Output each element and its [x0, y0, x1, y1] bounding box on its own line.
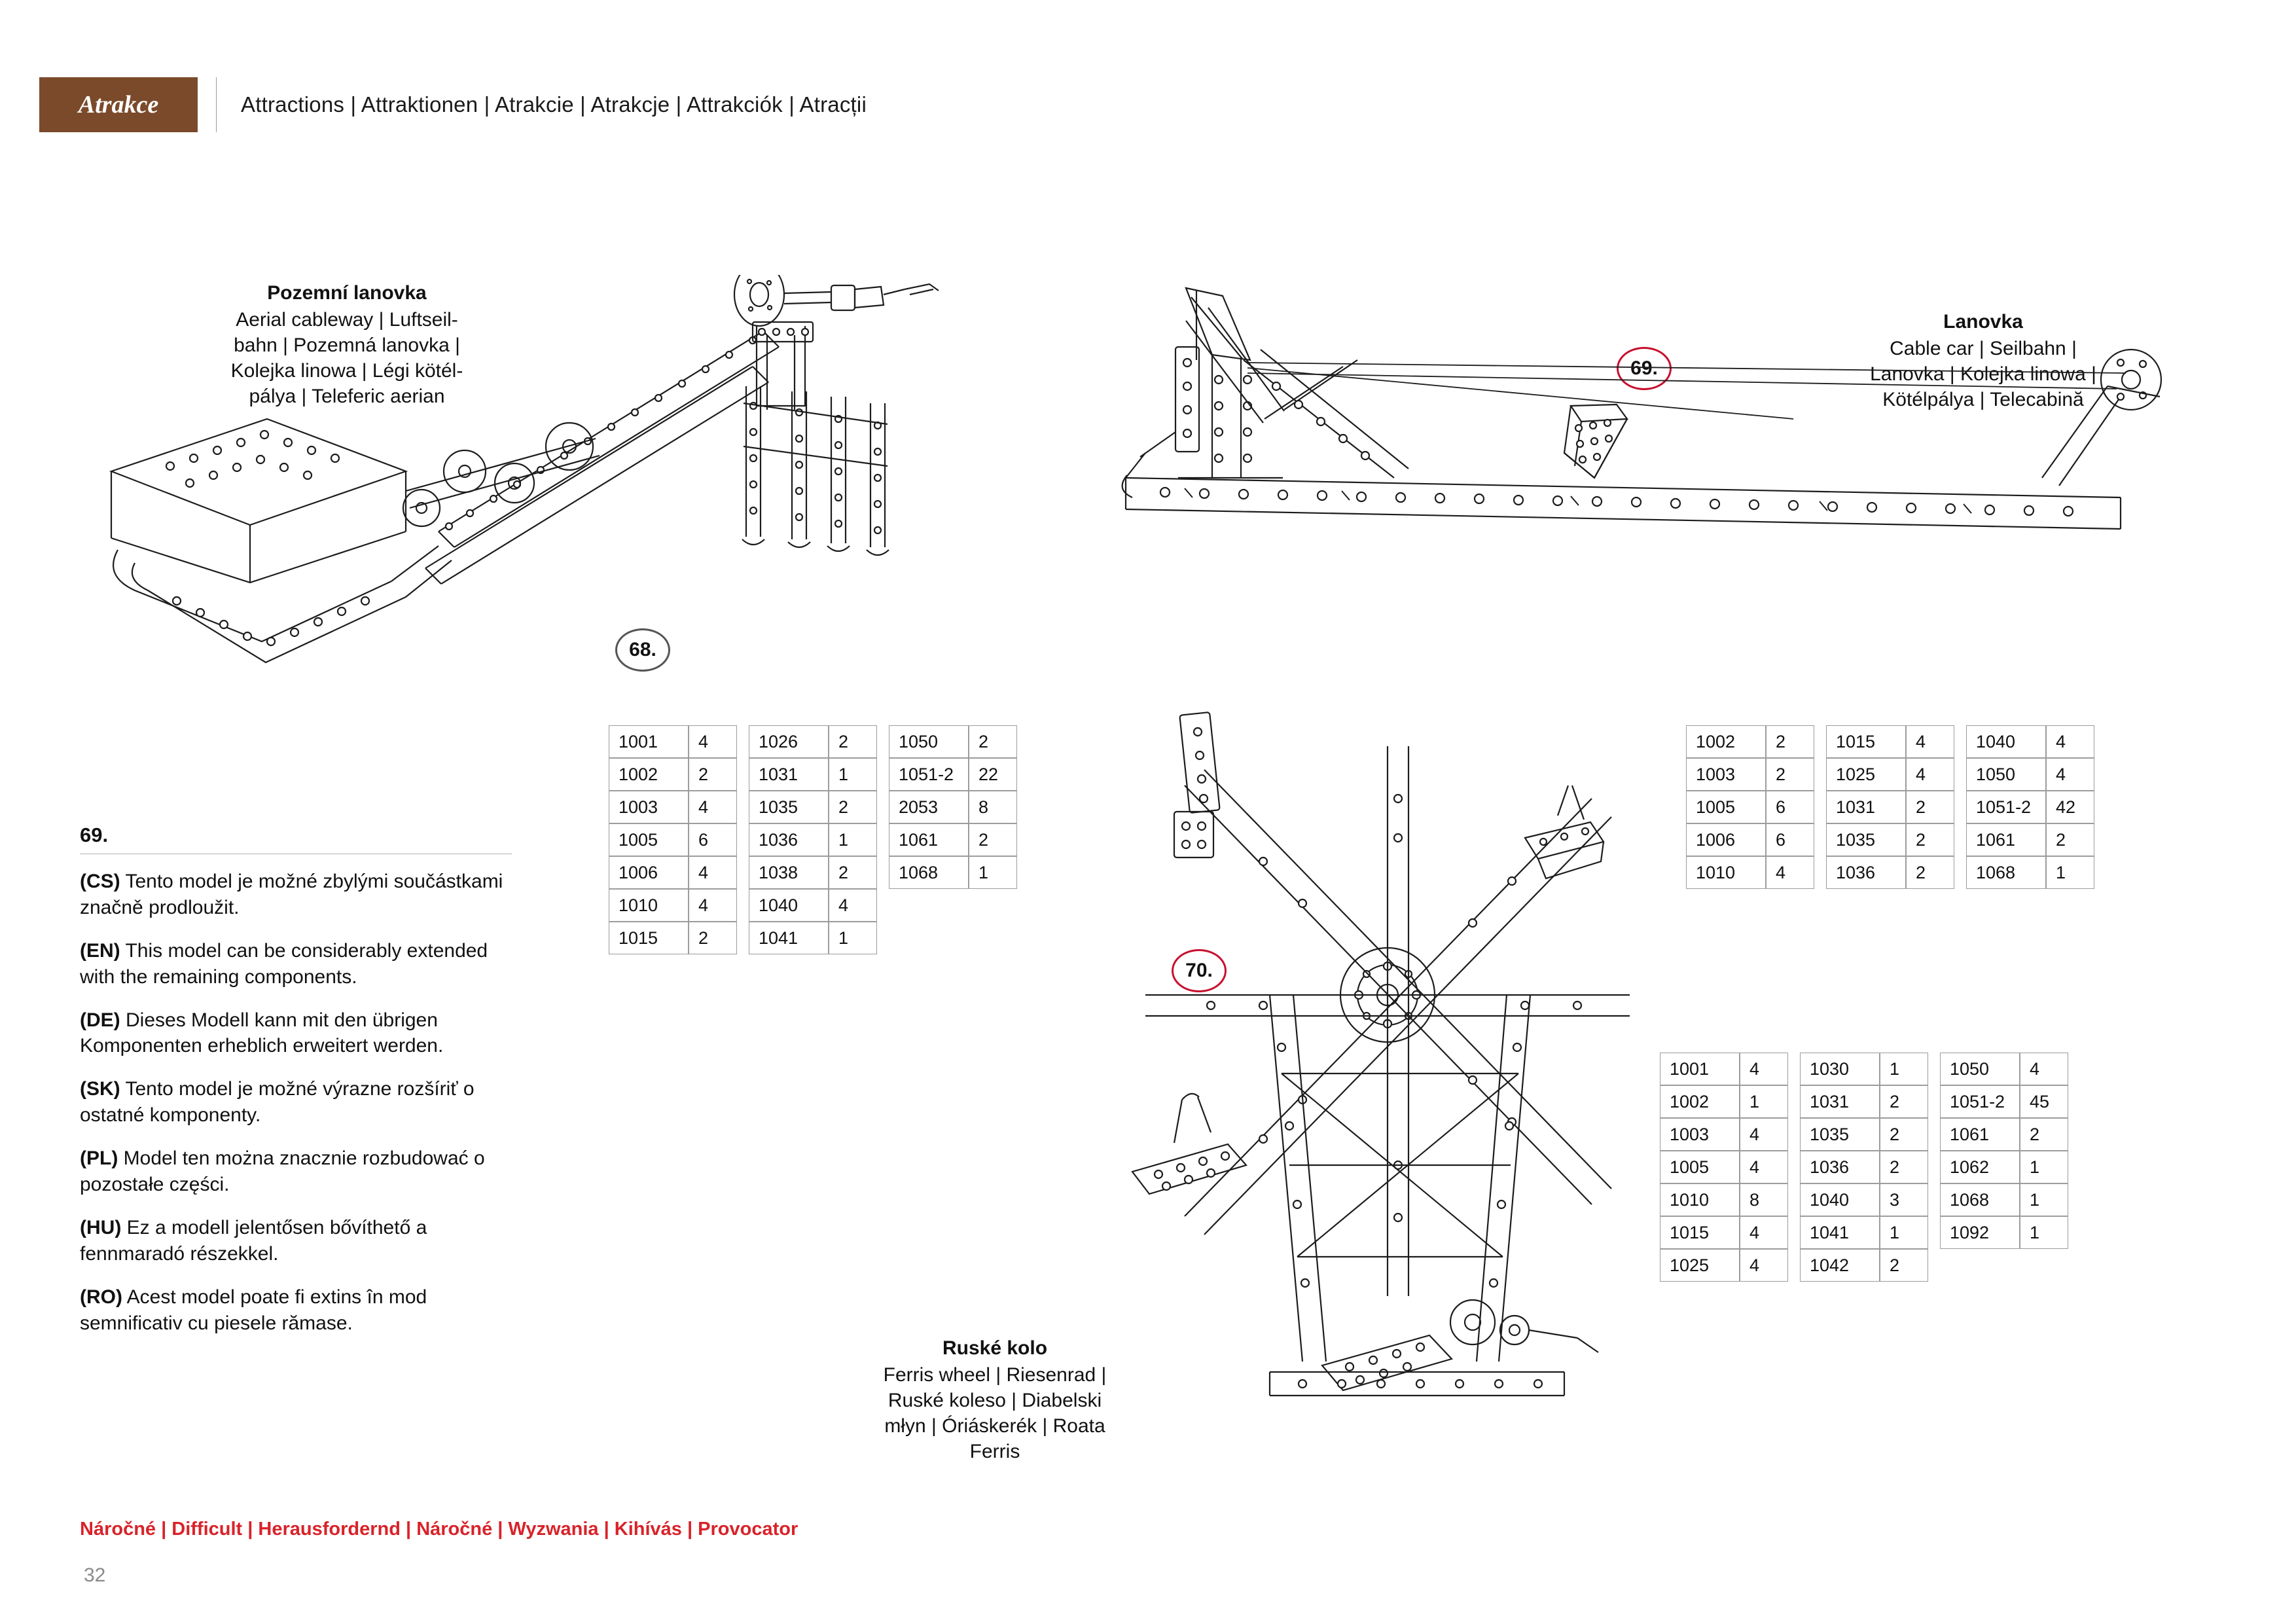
table-row [1800, 1216, 1928, 1249]
part-qty-cell: 2 [1906, 856, 1954, 889]
part-code-cell: 1051-2 [1966, 791, 2046, 823]
note-lang-ro: (RO) [80, 1286, 122, 1308]
part-qty-cell: 4 [1766, 856, 1814, 889]
note-lang-cs: (CS) [80, 871, 120, 892]
part-code-cell: 1050 [889, 725, 969, 758]
table-row [1826, 791, 1954, 823]
part-code-cell: 1041 [1800, 1216, 1880, 1249]
table-row [1800, 1053, 1928, 1085]
part-code-cell: 1035 [1800, 1118, 1880, 1151]
caption-title-68: Pozemní lanovka [267, 282, 427, 304]
table-row [889, 725, 1017, 758]
part-qty-cell: 2 [969, 725, 1017, 758]
part-qty-cell: 2 [1766, 758, 1814, 791]
illustration-ferris-wheel-70 [1106, 707, 1630, 1453]
part-qty-cell: 2 [1880, 1249, 1928, 1282]
table-row [1940, 1053, 2068, 1085]
notes-column [80, 823, 512, 1353]
table-row [1660, 1085, 1788, 1118]
part-qty-cell: 4 [1906, 725, 1954, 758]
note-text-de: Dieses Modell kann mit den übrigen Komponenten erheblich erweitert werden. [80, 1009, 444, 1057]
table-row [1660, 1053, 1788, 1085]
part-code-cell: 1092 [1940, 1216, 2020, 1249]
caption-subtitle-68-line-1: bahn | Pozemná lanovka | [234, 334, 460, 356]
note-paragraph-hu [80, 1215, 512, 1267]
table-row [1660, 1118, 1788, 1151]
table-row [889, 758, 1017, 791]
part-qty-cell: 4 [689, 889, 737, 922]
note-text-cs: Tento model je možné zbylými součástkami značně prodloužit. [80, 871, 503, 918]
part-code-cell: 1036 [1826, 856, 1906, 889]
caption-subtitle-70-line-0: Ferris wheel | Riesenrad | [883, 1364, 1107, 1386]
note-text-sk: Tento model je možné výrazne rozšíriť o ostatné komponenty. [80, 1078, 475, 1127]
parts-table-group [1660, 1053, 1788, 1282]
table-row [1660, 1183, 1788, 1216]
caption-subtitle-68-line-2: Kolejka linowa | Légi kötél- [230, 360, 463, 382]
part-code-cell: 1050 [1966, 758, 2046, 791]
part-qty-cell: 8 [1740, 1183, 1788, 1216]
table-row [1826, 856, 1954, 889]
caption-subtitle-68-line-3: pálya | Teleferic aerian [249, 386, 445, 407]
table-row [1940, 1151, 2068, 1183]
table-row [749, 823, 877, 856]
table-row [1940, 1216, 2068, 1249]
part-code-cell: 1010 [1686, 856, 1766, 889]
part-qty-cell: 4 [1740, 1249, 1788, 1282]
table-row [889, 823, 1017, 856]
illustration-cablecar-69 [1113, 281, 2173, 700]
parts-table-group [609, 725, 737, 954]
part-qty-cell: 4 [2046, 725, 2094, 758]
caption-title-70: Ruské kolo [942, 1337, 1048, 1359]
table-row [749, 889, 877, 922]
part-qty-cell: 42 [2046, 791, 2094, 823]
table-row [609, 758, 737, 791]
part-code-cell: 1068 [889, 856, 969, 889]
parts-table-group [1966, 725, 2094, 889]
part-qty-cell: 4 [1740, 1053, 1788, 1085]
part-code-cell: 1051-2 [1940, 1085, 2020, 1118]
part-qty-cell: 2 [689, 922, 737, 954]
part-qty-cell: 2 [829, 725, 877, 758]
note-paragraph-sk [80, 1076, 512, 1128]
note-paragraph-de [80, 1007, 512, 1060]
parts-table-gap [1928, 1053, 1940, 1085]
illustration-funicular-68 [98, 275, 988, 746]
part-qty-cell: 1 [2020, 1183, 2068, 1216]
part-qty-cell: 4 [1740, 1118, 1788, 1151]
part-code-cell: 1038 [749, 856, 829, 889]
part-code-cell: 1042 [1800, 1249, 1880, 1282]
section-tab-translations: Attractions | Attraktionen | Atrakcie | Atrakcje | Attrakciók | Atracții [241, 92, 867, 117]
table-row [889, 856, 1017, 889]
table-row [1826, 725, 1954, 758]
table-row [1940, 1183, 2068, 1216]
part-qty-cell: 4 [689, 856, 737, 889]
part-code-cell: 1061 [889, 823, 969, 856]
model-number-68: 68. [615, 628, 670, 672]
table-row [1800, 1085, 1928, 1118]
table-row [1826, 758, 1954, 791]
part-code-cell: 1015 [1826, 725, 1906, 758]
difficulty-label: Náročné | Difficult | Herausfordernd | Náročné | Wyzwania | Kihívás | Provocator [80, 1519, 798, 1540]
table-row [749, 856, 877, 889]
part-qty-cell: 2 [689, 758, 737, 791]
caption-subtitle-70-line-1: Ruské koleso | Diabelski [888, 1390, 1102, 1411]
table-row [1826, 823, 1954, 856]
part-qty-cell: 2 [2046, 823, 2094, 856]
note-text-pl: Model ten można znacznie rozbudować o pozostałe części. [80, 1147, 485, 1196]
note-lang-de: (DE) [80, 1009, 120, 1031]
note-paragraph-ro [80, 1284, 512, 1337]
table-row [1966, 725, 2094, 758]
table-row [1940, 1085, 2068, 1118]
table-row [749, 791, 877, 823]
part-code-cell: 1036 [749, 823, 829, 856]
parts-table-70 [1660, 1053, 2068, 1282]
table-row [609, 922, 737, 954]
part-qty-cell: 4 [1906, 758, 1954, 791]
table-row [1966, 823, 2094, 856]
note-paragraph-pl [80, 1146, 512, 1198]
part-qty-cell: 2 [2020, 1118, 2068, 1151]
part-qty-cell: 6 [689, 823, 737, 856]
table-row [1966, 758, 2094, 791]
part-qty-cell: 4 [2046, 758, 2094, 791]
part-code-cell: 1040 [1966, 725, 2046, 758]
part-code-cell: 1006 [609, 856, 689, 889]
table-row [609, 823, 737, 856]
table-row [1686, 856, 1814, 889]
model-number-69-badge: 69. [1617, 347, 1672, 390]
part-qty-cell: 6 [1766, 823, 1814, 856]
part-code-cell: 1035 [749, 791, 829, 823]
caption-subtitle-70-line-3: Ferris [969, 1441, 1020, 1462]
part-code-cell: 1001 [609, 725, 689, 758]
table-row [1686, 823, 1814, 856]
table-row [889, 791, 1017, 823]
part-code-cell: 1015 [609, 922, 689, 954]
table-row [1800, 1183, 1928, 1216]
part-qty-cell: 1 [1740, 1085, 1788, 1118]
table-row [1660, 1216, 1788, 1249]
note-lang-pl: (PL) [80, 1147, 118, 1170]
part-code-cell: 1050 [1940, 1053, 2020, 1085]
model-number-70-badge: 70. [1172, 949, 1227, 992]
part-code-cell: 1002 [1660, 1085, 1740, 1118]
part-qty-cell: 2 [1880, 1118, 1928, 1151]
section-tab: Atrakce [39, 77, 198, 132]
table-row [1686, 791, 1814, 823]
page-number: 32 [84, 1564, 106, 1586]
part-qty-cell: 8 [969, 791, 1017, 823]
part-qty-cell: 2 [1766, 725, 1814, 758]
table-row [609, 725, 737, 758]
part-qty-cell: 4 [689, 725, 737, 758]
parts-table-group [749, 725, 877, 954]
part-code-cell: 1002 [1686, 725, 1766, 758]
part-code-cell: 1002 [609, 758, 689, 791]
note-paragraph-en [80, 938, 512, 990]
part-code-cell: 1003 [1660, 1118, 1740, 1151]
table-row [1800, 1151, 1928, 1183]
part-qty-cell: 4 [829, 889, 877, 922]
table-row [1800, 1118, 1928, 1151]
part-qty-cell: 45 [2020, 1085, 2068, 1118]
table-row [749, 725, 877, 758]
table-row [609, 889, 737, 922]
note-lang-sk: (SK) [80, 1078, 120, 1100]
part-qty-cell: 4 [2020, 1053, 2068, 1085]
note-text-ro: Acest model poate fi extins în mod semnificativ cu piesele rămase. [80, 1286, 427, 1334]
parts-table-gap [737, 725, 749, 758]
part-qty-cell: 1 [2046, 856, 2094, 889]
table-row [749, 758, 877, 791]
part-qty-cell: 1 [1880, 1216, 1928, 1249]
note-paragraph-cs [80, 869, 512, 921]
caption-subtitle-69-line-2: Kötélpálya | Telecabină [1882, 389, 2084, 410]
caption-subtitle-70-line-2: młyn | Óriáskerék | Roata [884, 1415, 1105, 1437]
part-qty-cell: 22 [969, 758, 1017, 791]
part-qty-cell: 2 [1906, 823, 1954, 856]
part-code-cell: 1015 [1660, 1216, 1740, 1249]
table-row [1686, 758, 1814, 791]
note-lang-hu: (HU) [80, 1216, 122, 1238]
parts-table-group [1940, 1053, 2068, 1282]
parts-table-gap [1814, 725, 1826, 758]
part-qty-cell: 4 [1740, 1151, 1788, 1183]
part-code-cell: 1025 [1660, 1249, 1740, 1282]
note-lang-en: (EN) [80, 939, 120, 962]
parts-table-68 [609, 725, 1017, 954]
caption-subtitle-69-line-1: Lanovka | Kolejka linowa | [1870, 363, 2096, 385]
parts-table-gap [1788, 1053, 1800, 1085]
table-row [1800, 1249, 1928, 1282]
part-code-cell: 1041 [749, 922, 829, 954]
table-row [609, 856, 737, 889]
caption-subtitle-68-line-0: Aerial cableway | Luftseil- [236, 309, 458, 331]
parts-table-group [889, 725, 1017, 954]
part-qty-cell: 2 [1880, 1085, 1928, 1118]
part-code-cell: 2053 [889, 791, 969, 823]
part-code-cell: 1031 [1800, 1085, 1880, 1118]
part-qty-cell: 1 [1880, 1053, 1928, 1085]
caption-model-70 [851, 1335, 1139, 1464]
part-code-cell: 1068 [1940, 1183, 2020, 1216]
part-code-cell: 1061 [1940, 1118, 2020, 1151]
caption-title-69: Lanovka [1943, 311, 2023, 333]
part-code-cell: 1003 [609, 791, 689, 823]
table-row [1940, 1118, 2068, 1151]
part-qty-cell: 1 [829, 758, 877, 791]
part-code-cell: 1031 [749, 758, 829, 791]
part-code-cell: 1062 [1940, 1151, 2020, 1183]
table-row [1966, 856, 2094, 889]
part-qty-cell: 1 [2020, 1216, 2068, 1249]
part-qty-cell: 2 [829, 791, 877, 823]
part-qty-cell: 6 [1766, 791, 1814, 823]
part-qty-cell: 2 [969, 823, 1017, 856]
table-row [1660, 1249, 1788, 1282]
parts-table-group [1800, 1053, 1928, 1282]
part-qty-cell: 1 [969, 856, 1017, 889]
part-code-cell: 1036 [1800, 1151, 1880, 1183]
part-code-cell: 1010 [609, 889, 689, 922]
part-code-cell: 1026 [749, 725, 829, 758]
header-divider [216, 77, 217, 132]
part-qty-cell: 2 [1880, 1151, 1928, 1183]
part-code-cell: 1061 [1966, 823, 2046, 856]
part-qty-cell: 1 [829, 922, 877, 954]
caption-subtitle-69-line-0: Cable car | Seilbahn | [1890, 338, 2077, 359]
part-code-cell: 1001 [1660, 1053, 1740, 1085]
notes-number: 69. [80, 823, 109, 846]
part-code-cell: 1051-2 [889, 758, 969, 791]
table-row [1686, 725, 1814, 758]
parts-table-gap [877, 725, 889, 758]
part-qty-cell: 1 [829, 823, 877, 856]
table-row [749, 922, 877, 954]
part-code-cell: 1005 [1660, 1151, 1740, 1183]
parts-table-gap [1954, 725, 1966, 758]
page-header [0, 77, 2296, 132]
parts-table-group [1826, 725, 1954, 889]
part-code-cell: 1025 [1826, 758, 1906, 791]
note-text-hu: Ez a modell jelentősen bővíthető a fennmaradó részekkel. [80, 1216, 427, 1265]
part-code-cell: 1005 [1686, 791, 1766, 823]
table-row [609, 791, 737, 823]
parts-table-69 [1686, 725, 2094, 889]
part-code-cell: 1068 [1966, 856, 2046, 889]
part-code-cell: 1010 [1660, 1183, 1740, 1216]
part-qty-cell: 4 [1740, 1216, 1788, 1249]
part-qty-cell: 2 [829, 856, 877, 889]
table-row [1966, 791, 2094, 823]
part-qty-cell: 2 [1906, 791, 1954, 823]
part-code-cell: 1003 [1686, 758, 1766, 791]
part-code-cell: 1040 [749, 889, 829, 922]
parts-table-group [1686, 725, 1814, 889]
part-qty-cell: 1 [2020, 1151, 2068, 1183]
part-qty-cell: 3 [1880, 1183, 1928, 1216]
part-qty-cell: 4 [689, 791, 737, 823]
part-code-cell: 1030 [1800, 1053, 1880, 1085]
part-code-cell: 1006 [1686, 823, 1766, 856]
part-code-cell: 1005 [609, 823, 689, 856]
part-code-cell: 1031 [1826, 791, 1906, 823]
part-code-cell: 1035 [1826, 823, 1906, 856]
part-code-cell: 1040 [1800, 1183, 1880, 1216]
note-text-en: This model can be considerably extended with the remaining components. [80, 939, 488, 988]
table-row [1660, 1151, 1788, 1183]
